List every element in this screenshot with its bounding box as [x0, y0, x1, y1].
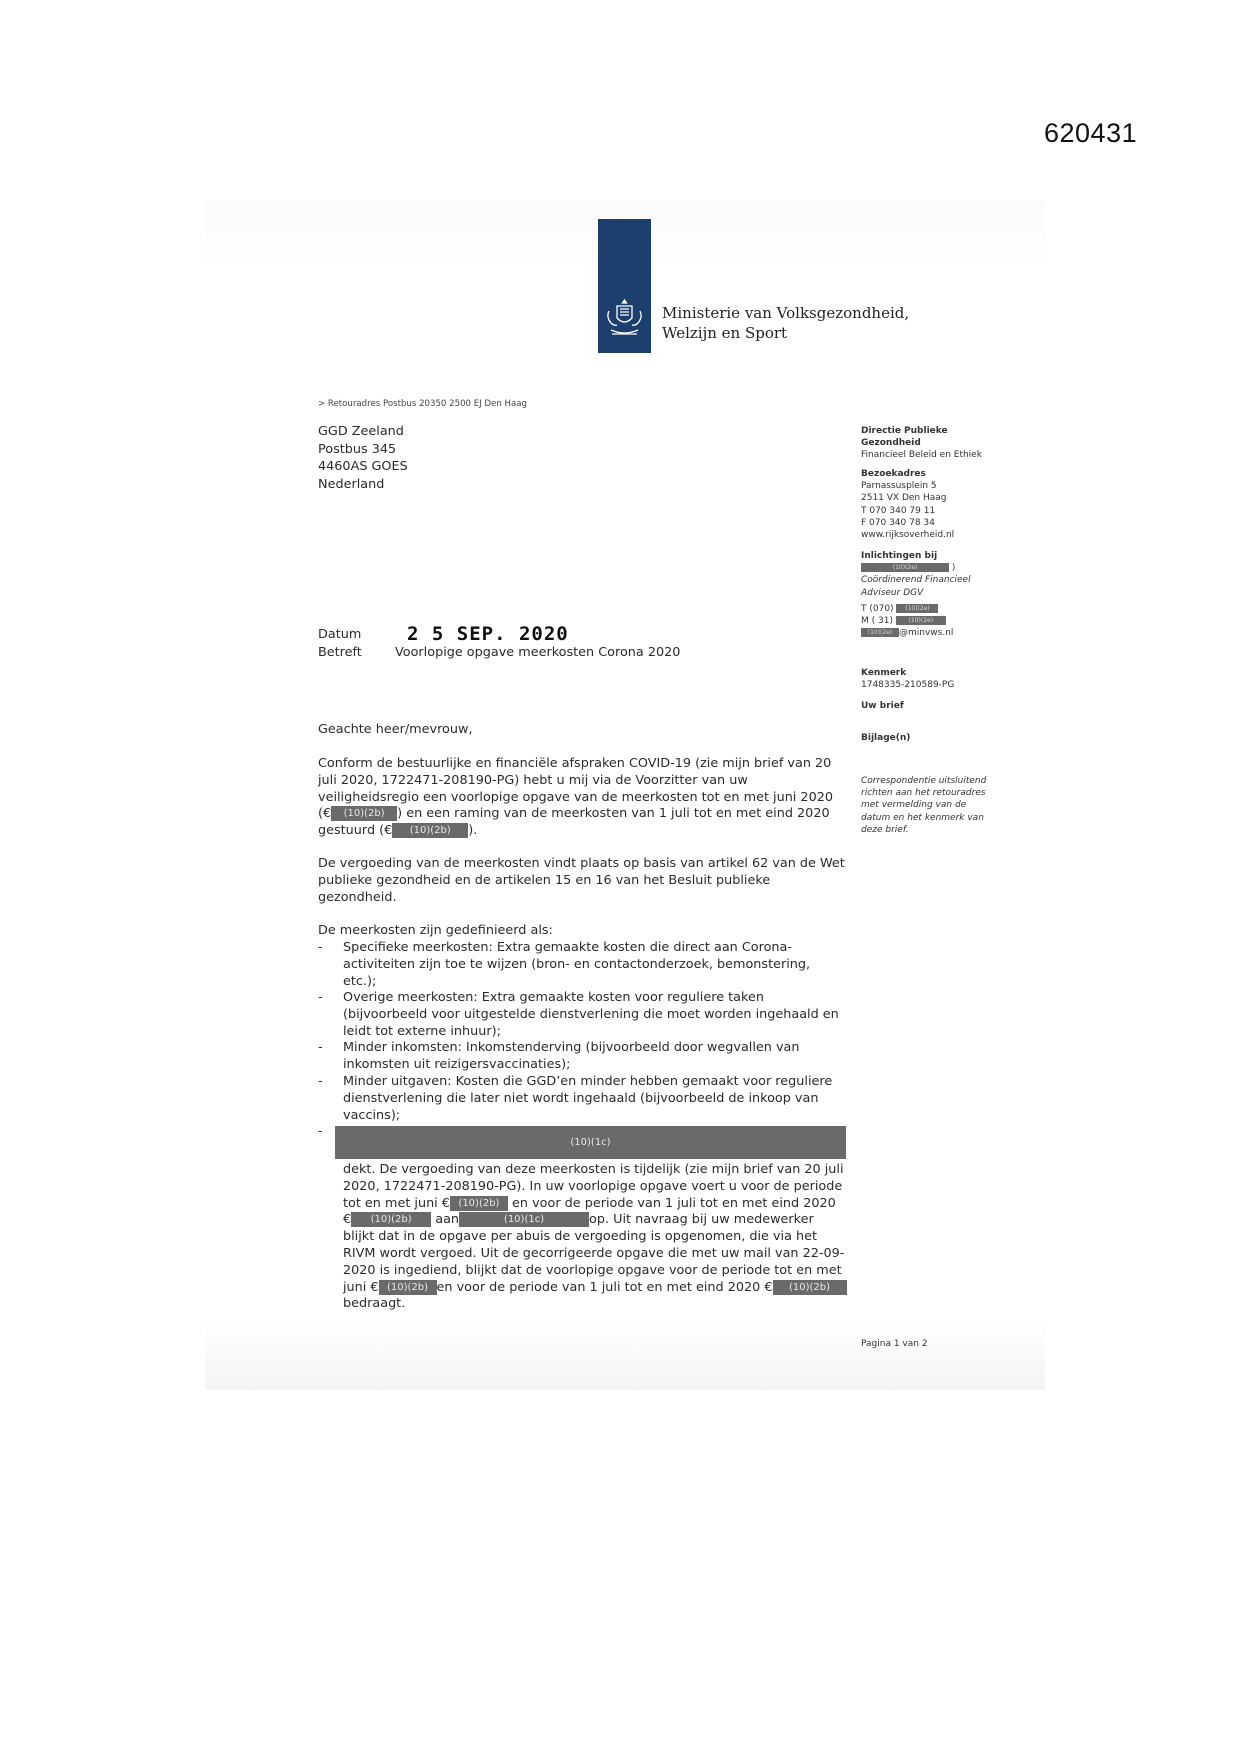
subject-label: Betreft [318, 645, 362, 660]
text-line: publieke gezondheid en de artikelen 15 en 16 van het Besluit publieke [318, 872, 771, 888]
text-fragment: @minvws.nl [899, 628, 954, 639]
sidebar-contact [861, 550, 1021, 639]
paragraph-4 [318, 1162, 871, 1313]
text-line: RIVM wordt vergoed. Uit de gecorrigeerde opgave die met uw mail van 22-09- [343, 1245, 845, 1261]
correspondence-note [861, 775, 1021, 836]
list-dash: - [318, 990, 323, 1005]
text-line: activiteiten zijn toe te wijzen (bron- en contactonderzoek, bemonstering, [343, 956, 811, 972]
visit-line: F 070 340 78 34 [861, 517, 935, 528]
list-dash: - [318, 1074, 323, 1089]
page-number: Pagina 1 van 2 [861, 1339, 928, 1349]
sidebar-visit-address [861, 468, 1021, 541]
email-line [861, 627, 1021, 639]
text-line [318, 806, 846, 823]
large-redaction-block: (10)(1c) [335, 1126, 846, 1159]
attachments-label [861, 732, 1021, 744]
text-line: etc.); [343, 973, 377, 989]
note-line: met vermelding van de [861, 800, 967, 811]
salutation: Geachte heer/mevrouw, [318, 722, 473, 737]
note-line: richten aan het retouradres [861, 788, 986, 799]
sidebar-department [861, 425, 1021, 462]
text-line: (bijvoorbeeld voor uitgestelde dienstverlening die moet worden ingehaald en [343, 1006, 839, 1022]
text-line: Conform de bestuurlijke en financiële afspraken COVID-19 (zie mijn brief van 20 [318, 756, 832, 771]
text-fragment: ). [468, 823, 478, 839]
text-line: Minder uitgaven: Kosten die GGD’en minder hebben gemaakt voor reguliere [343, 1074, 833, 1089]
recipient-address [318, 423, 408, 493]
text-fragment: (€ [318, 806, 332, 822]
contact-name-line [861, 562, 1021, 574]
list-dash: - [318, 1124, 323, 1139]
text-line: veiligheidsregio een voorlopige opgave van de meerkosten tot en met juni 2020 [318, 789, 833, 805]
text-line: Overige meerkosten: Extra gemaakte kosten voor reguliere taken [343, 990, 764, 1005]
text-fragment: ) [951, 563, 956, 574]
list-dash: - [318, 1040, 323, 1055]
definitions-intro: De meerkosten zijn gedefinieerd als: [318, 923, 553, 938]
text-fragment: M ( 31) [861, 616, 893, 627]
text-line: juli 2020, 1722471-208190-PG) hebt u mij via de Voorzitter van uw [318, 772, 748, 788]
reference-label: Kenmerk [861, 668, 907, 678]
document-id: 620431 [1044, 118, 1138, 148]
contact-role: Adviseur DGV [861, 587, 924, 598]
list-item [318, 990, 871, 1040]
ministry-line-1: Ministerie van Volksgezondheid, [662, 304, 910, 322]
text-fragment: tot en met juni € [343, 1195, 450, 1211]
reference-value: 1748335-210589-PG [861, 680, 955, 691]
paragraph-1 [318, 756, 846, 840]
redaction-block: (10)(2b) [379, 1280, 437, 1295]
list-item [318, 1040, 871, 1074]
text-line: inkomsten uit reizigersvaccinaties); [343, 1056, 571, 1072]
your-letter-text: Uw brief [861, 701, 904, 711]
redaction-block: (10)(2e) [896, 604, 938, 613]
date-stamp: 2 5 SEP. 2020 [407, 623, 569, 645]
text-fragment: gestuurd (€ [318, 823, 393, 839]
coat-of-arms-icon [603, 297, 646, 339]
visit-line: 2511 VX Den Haag [861, 493, 947, 504]
text-fragment: aan [435, 1212, 460, 1228]
redaction-block: (10)(2e) [861, 628, 899, 637]
text-line: vaccins); [343, 1107, 401, 1123]
text-line: dienstverlening die later niet wordt ingehaald (bijvoorbeeld de inkoop van [343, 1090, 819, 1106]
list-item [318, 940, 871, 990]
text-fragment: op. Uit navraag bij uw medewerker [589, 1212, 814, 1228]
visit-line: T 070 340 79 11 [861, 505, 936, 516]
attachments-text: Bijlage(n) [861, 733, 911, 743]
phone-line [861, 603, 1021, 615]
recipient-line: Postbus 345 [318, 441, 397, 457]
text-fragment: € [343, 1212, 352, 1228]
text-line: 2020, 1722471-208190-PG). In uw voorlopige opgave voert u voor de periode [343, 1178, 843, 1194]
text-line: bedraagt. [343, 1296, 406, 1312]
text-line: Specifieke meerkosten: Extra gemaakte kosten die direct aan Corona- [343, 940, 793, 955]
subject-value: Voorlopige opgave meerkosten Corona 2020 [395, 645, 681, 660]
note-line: deze brief. [861, 824, 909, 835]
date-label: Datum [318, 627, 362, 642]
text-line: blijkt dat in de opgave per abuis de vergoeding is opgenomen, die via het [343, 1229, 818, 1245]
coat-of-arms-logo [598, 219, 651, 353]
text-fragment: juni € [343, 1279, 379, 1295]
redaction-block: (10)(1c) [459, 1212, 589, 1227]
text-line [318, 823, 846, 840]
text-line: gezondheid. [318, 889, 397, 905]
visit-line: www.rijksoverheid.nl [861, 530, 955, 541]
list-item [318, 1074, 871, 1124]
text-line: leidt tot externe inhuur); [343, 1023, 501, 1039]
return-address: > Retouradres Postbus 20350 2500 EJ Den Haag [318, 399, 527, 409]
text-line [343, 1212, 871, 1229]
redaction-block: (10)(2e) [861, 563, 949, 572]
text-fragment: en voor de periode van 1 juli tot en met eind 2020 € [436, 1279, 773, 1295]
text-line: 2020 is ingediend, blijkt dat de voorlopige opgave voor de periode tot en met [343, 1262, 842, 1278]
contact-role: Coördinerend Financieel [861, 575, 971, 586]
text-line [343, 1280, 871, 1297]
recipient-line: 4460AS GOES [318, 459, 408, 474]
redaction-block: (10)(2b) [351, 1212, 431, 1227]
info-label: Inlichtingen bij [861, 551, 938, 561]
redaction-block: (10)(2b) [392, 823, 468, 838]
text-fragment: T (070) [861, 603, 894, 614]
recipient-line: Nederland [318, 476, 385, 492]
text-fragment: en voor de periode van 1 juli tot en met eind 2020 [512, 1195, 836, 1211]
department-line: Directie Publieke [861, 426, 948, 436]
department-sub: Financieel Beleid en Ethiek [861, 450, 982, 461]
ministry-line-2: Welzijn en Sport [662, 324, 788, 342]
sidebar-reference [861, 667, 1021, 691]
visit-line: Parnassusplein 5 [861, 481, 937, 492]
text-line: dekt. De vergoeding van deze meerkosten is tijdelijk (zie mijn brief van 20 juli [343, 1162, 844, 1177]
text-line: De vergoeding van de meerkosten vindt plaats op basis van artikel 62 van de Wet [318, 856, 845, 871]
paragraph-2 [318, 856, 846, 906]
text-line: Minder inkomsten: Inkomstenderving (bijvoorbeeld door wegvallen van [343, 1040, 800, 1055]
ministry-name [662, 303, 909, 343]
redaction-block: (10)(2e) [896, 616, 946, 625]
redaction-block: (10)(2b) [450, 1196, 508, 1211]
your-letter-label [861, 700, 1021, 712]
mobile-line [861, 615, 1021, 627]
redaction-block: (10)(2b) [331, 806, 397, 821]
list-dash: - [318, 940, 323, 955]
redaction-block: (10)(2b) [773, 1280, 847, 1295]
recipient-line: GGD Zeeland [318, 424, 404, 439]
department-line: Gezondheid [861, 438, 921, 449]
text-line [343, 1196, 871, 1213]
visit-label: Bezoekadres [861, 469, 926, 479]
note-line: datum en het kenmerk van [861, 812, 984, 823]
note-line: Correspondentie uitsluitend [861, 776, 987, 786]
text-fragment: ) en een raming van de meerkosten van 1 juli tot en met eind 2020 [397, 806, 830, 822]
